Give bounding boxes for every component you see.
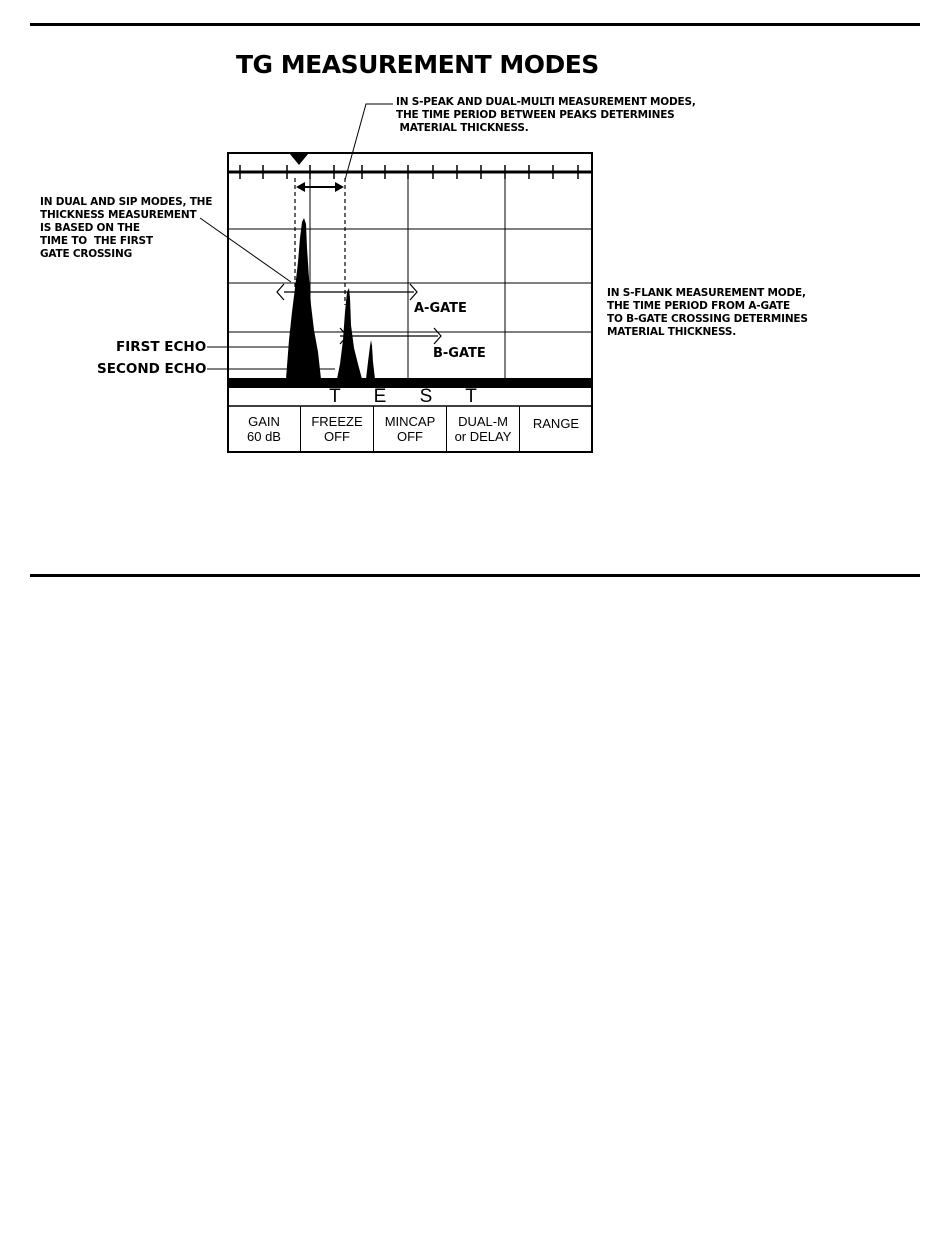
note-sflank-line: TO B-GATE CROSSING DETERMINES (607, 313, 808, 325)
note-dual-sip-line: GATE CROSSING (40, 248, 133, 260)
ultrasonic-screen-diagram (0, 0, 950, 600)
note-dual-sip-line: IN DUAL AND SIP MODES, THE (40, 196, 213, 208)
softkey-label: RANGE (532, 416, 580, 431)
arrow-right-icon (335, 182, 344, 192)
softkey-bar (228, 406, 592, 452)
softkey-range[interactable] (519, 406, 592, 452)
first-echo-peak (286, 218, 321, 379)
softkey-value: or DELAY (454, 429, 512, 444)
softkey-label: DUAL-M (458, 414, 508, 429)
second-echo-label: SECOND ECHO (97, 361, 207, 377)
third-echo-peak (366, 340, 375, 379)
softkey-dual-m[interactable] (446, 406, 519, 452)
softkey-value: OFF (324, 429, 350, 444)
note-sflank-line: MATERIAL THICKNESS. (607, 326, 737, 338)
first-echo-label: FIRST ECHO (116, 339, 207, 355)
note-dual-sip-line: TIME TO THE FIRST (40, 235, 153, 247)
softkey-label: FREEZE (311, 414, 363, 429)
note-speak-line: MATERIAL THICKNESS. (396, 122, 529, 134)
softkey-value: OFF (397, 429, 423, 444)
softkey-value: 60 dB (247, 429, 281, 444)
softkey-label: MINCAP (384, 414, 436, 429)
note-dual-sip-line: IS BASED ON THE (40, 222, 140, 234)
b-gate-label: B-GATE (433, 346, 486, 361)
note-speak-line: IN S-PEAK AND DUAL-MULTI MEASUREMENT MODES, (396, 96, 696, 108)
screen-title: T E S T (329, 386, 491, 407)
a-gate-label: A-GATE (414, 301, 467, 316)
note-sflank-line: THE TIME PERIOD FROM A-GATE (607, 300, 790, 312)
note-dual-sip-line: THICKNESS MEASUREMENT (40, 209, 197, 221)
softkey-freeze[interactable] (300, 406, 373, 452)
note-sflank-line: IN S-FLANK MEASUREMENT MODE, (607, 287, 806, 299)
softkey-label: GAIN (248, 414, 280, 429)
b-gate (340, 328, 441, 344)
softkey-mincap[interactable] (373, 406, 446, 452)
delay-marker-icon (290, 154, 308, 165)
arrow-left-icon (296, 182, 305, 192)
figure-title: TG MEASUREMENT MODES (236, 50, 599, 79)
second-echo-peak (337, 288, 362, 379)
softkey-gain[interactable] (228, 406, 300, 452)
note-speak-line: THE TIME PERIOD BETWEEN PEAKS DETERMINES (396, 109, 675, 121)
